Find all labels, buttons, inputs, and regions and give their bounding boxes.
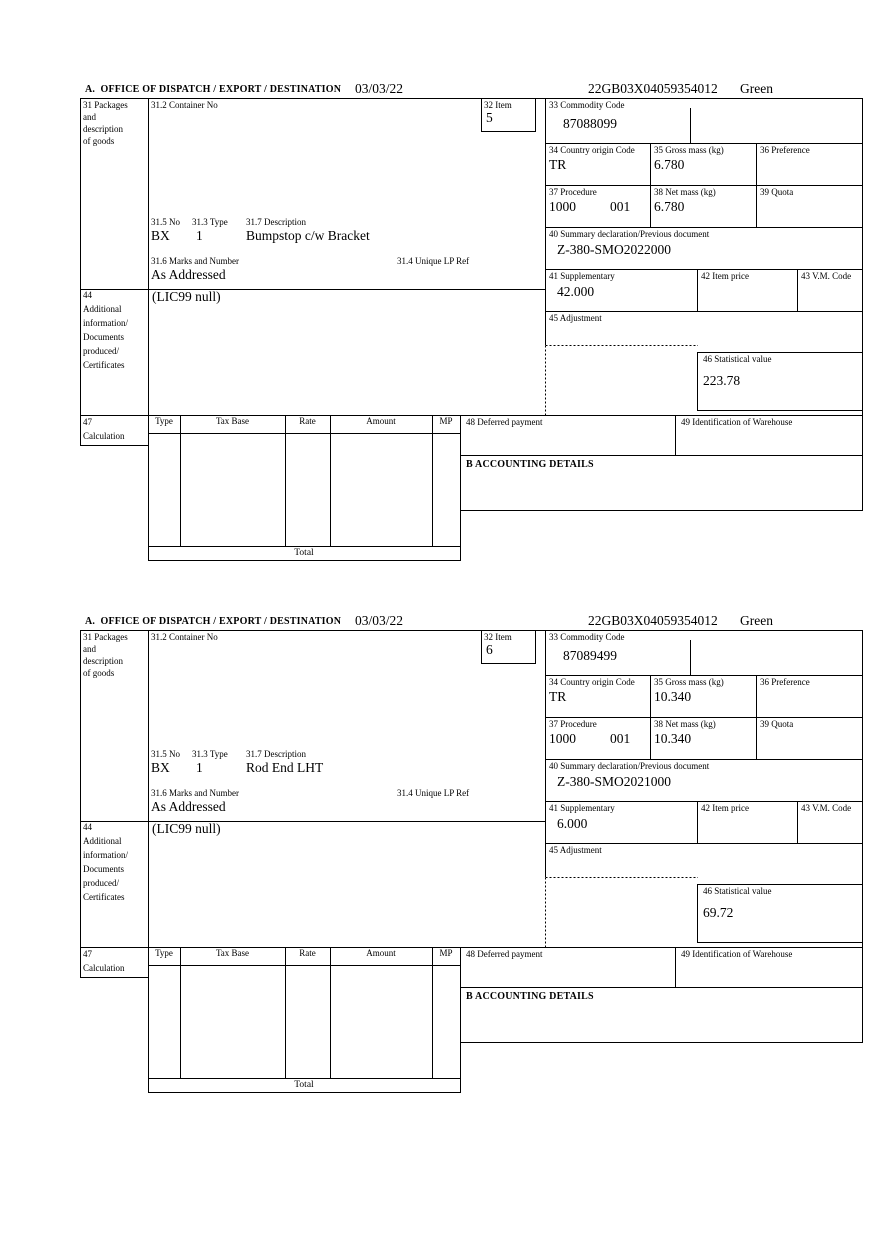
container-no-label: 31.2 Container No	[151, 100, 218, 110]
box44-label: 44	[83, 290, 92, 300]
tax-table-header-rate: Rate	[299, 416, 316, 426]
previous-document-value: Z-380-SMO2021000	[557, 774, 671, 789]
box47-label: Calculation	[83, 963, 125, 973]
preference-label: 36 Preference	[760, 145, 810, 155]
procedure-suffix-value: 001	[610, 199, 631, 214]
tax-table-header-rate: Rate	[299, 948, 316, 958]
office-of-dispatch-label: A. OFFICE OF DISPATCH / EXPORT / DESTINATION	[85, 616, 342, 627]
net-mass-value: 6.780	[654, 199, 685, 214]
box47-label: 47	[83, 417, 92, 427]
tax-table-header-taxbase: Tax Base	[215, 948, 250, 958]
package-code-value: BX	[151, 228, 170, 243]
item-price-label: 42 Item price	[701, 271, 749, 281]
item-number-label: 32 Item	[484, 100, 512, 110]
warehouse-id-label: 49 Identification of Warehouse	[681, 417, 793, 427]
declaration-item-block	[80, 80, 863, 561]
country-origin-value: TR	[549, 689, 567, 704]
commodity-code-label: 33 Commodity Code	[549, 100, 625, 110]
statistical-value-label: 46 Statistical value	[703, 886, 772, 896]
box44-label: Additional	[83, 304, 122, 314]
box44-label: Certificates	[83, 360, 125, 370]
additional-information-value: (LIC99 null)	[152, 289, 221, 304]
office-of-dispatch-label: A. OFFICE OF DISPATCH / EXPORT / DESTINATION	[85, 84, 342, 95]
routing-status: Green	[740, 613, 773, 628]
tax-table-header-amount: Amount	[366, 948, 396, 958]
adjustment-label: 45 Adjustment	[549, 313, 602, 323]
declaration-reference: 22GB03X04059354012	[588, 81, 718, 96]
accounting-details-label: B ACCOUNTING DETAILS	[466, 991, 594, 1002]
country-origin-label: 34 Country origin Code	[549, 677, 635, 687]
procedure-label: 37 Procedure	[549, 187, 597, 197]
procedure-value: 1000	[549, 731, 576, 746]
tax-table-header-mp: MP	[439, 948, 453, 958]
block-header	[80, 80, 863, 98]
supplementary-label: 41 Supplementary	[549, 803, 615, 813]
box44-label: Certificates	[83, 892, 125, 902]
box31-packages-label: and	[83, 644, 96, 654]
preference-label: 36 Preference	[760, 677, 810, 687]
package-type-label: 31.3 Type	[192, 217, 228, 227]
container-no-label: 31.2 Container No	[151, 632, 218, 642]
declaration-date: 03/03/22	[355, 81, 404, 96]
item-form	[80, 98, 863, 561]
marks-number-label: 31.6 Marks and Number	[151, 256, 239, 266]
box44-label: information/	[83, 850, 128, 860]
box44-label: 44	[83, 822, 92, 832]
package-code-value: BX	[151, 760, 170, 775]
package-no-label: 31.5 No	[151, 749, 180, 759]
gross-mass-label: 35 Gross mass (kg)	[654, 677, 724, 687]
accounting-details-label: B ACCOUNTING DETAILS	[466, 459, 594, 470]
box31-packages-label: 31 Packages	[83, 632, 128, 642]
country-origin-value: TR	[549, 157, 567, 172]
item-number-label: 32 Item	[484, 632, 512, 642]
net-mass-value: 10.340	[654, 731, 692, 746]
goods-description-value: Rod End LHT	[246, 760, 324, 775]
supplementary-value: 6.000	[557, 816, 588, 831]
tax-table-header-taxbase: Tax Base	[215, 416, 250, 426]
package-type-label: 31.3 Type	[192, 749, 228, 759]
goods-description-label: 31.7 Description	[246, 749, 306, 759]
item-number-value: 6	[486, 642, 493, 657]
supplementary-value: 42.000	[557, 284, 595, 299]
additional-information-value: (LIC99 null)	[152, 821, 221, 836]
deferred-payment-label: 48 Deferred payment	[466, 417, 543, 427]
box31-packages-label: and	[83, 112, 96, 122]
commodity-code-label: 33 Commodity Code	[549, 632, 625, 642]
tax-table-header-type: Type	[155, 948, 173, 958]
box47-label: 47	[83, 949, 92, 959]
marks-value: As Addressed	[151, 799, 226, 814]
previous-document-value: Z-380-SMO2022000	[557, 242, 671, 257]
statistical-value-label: 46 Statistical value	[703, 354, 772, 364]
procedure-suffix-value: 001	[610, 731, 631, 746]
net-mass-label: 38 Net mass (kg)	[654, 187, 716, 197]
box31-packages-label: of goods	[83, 668, 115, 678]
marks-value: As Addressed	[151, 267, 226, 282]
summary-declaration-label: 40 Summary declaration/Previous document	[549, 229, 710, 239]
item-form	[80, 630, 863, 1093]
box44-label: Documents	[83, 864, 124, 874]
box44-label: Additional	[83, 836, 122, 846]
block-header	[80, 612, 863, 630]
supplementary-label: 41 Supplementary	[549, 271, 615, 281]
goods-description-label: 31.7 Description	[246, 217, 306, 227]
gross-mass-value: 6.780	[654, 157, 685, 172]
procedure-value: 1000	[549, 199, 576, 214]
statistical-value: 223.78	[703, 373, 741, 388]
box31-packages-label: 31 Packages	[83, 100, 128, 110]
adjustment-label: 45 Adjustment	[549, 845, 602, 855]
form-grid-lines	[80, 630, 863, 1093]
gross-mass-label: 35 Gross mass (kg)	[654, 145, 724, 155]
tax-table-header-amount: Amount	[366, 416, 396, 426]
box44-label: produced/	[83, 346, 119, 356]
deferred-payment-label: 48 Deferred payment	[466, 949, 543, 959]
unique-lp-ref-label: 31.4 Unique LP Ref	[397, 788, 470, 798]
summary-declaration-label: 40 Summary declaration/Previous document	[549, 761, 710, 771]
tax-table-header-mp: MP	[439, 416, 453, 426]
routing-status: Green	[740, 81, 773, 96]
quota-label: 39 Quota	[760, 187, 794, 197]
box31-packages-label: description	[83, 124, 123, 134]
goods-description-value: Bumpstop c/w Bracket	[246, 228, 370, 243]
declaration-date: 03/03/22	[355, 613, 404, 628]
unique-lp-ref-label: 31.4 Unique LP Ref	[397, 256, 470, 266]
box44-label: produced/	[83, 878, 119, 888]
commodity-code-value: 87088099	[563, 116, 617, 131]
tax-table-total-label: Total	[294, 1080, 314, 1090]
box47-label: Calculation	[83, 431, 125, 441]
procedure-label: 37 Procedure	[549, 719, 597, 729]
vm-code-label: 43 V.M. Code	[801, 803, 852, 813]
commodity-code-value: 87089499	[563, 648, 617, 663]
package-type-value: 1	[196, 228, 203, 243]
box31-packages-label: of goods	[83, 136, 115, 146]
item-number-value: 5	[486, 110, 493, 125]
declaration-reference: 22GB03X04059354012	[588, 613, 718, 628]
tax-table-header-type: Type	[155, 416, 173, 426]
box31-packages-label: description	[83, 656, 123, 666]
statistical-value: 69.72	[703, 905, 734, 920]
net-mass-label: 38 Net mass (kg)	[654, 719, 716, 729]
box44-label: Documents	[83, 332, 124, 342]
tax-table-total-label: Total	[294, 548, 314, 558]
marks-number-label: 31.6 Marks and Number	[151, 788, 239, 798]
gross-mass-value: 10.340	[654, 689, 692, 704]
package-type-value: 1	[196, 760, 203, 775]
vm-code-label: 43 V.M. Code	[801, 271, 852, 281]
form-grid-lines	[80, 98, 863, 561]
package-no-label: 31.5 No	[151, 217, 180, 227]
country-origin-label: 34 Country origin Code	[549, 145, 635, 155]
quota-label: 39 Quota	[760, 719, 794, 729]
warehouse-id-label: 49 Identification of Warehouse	[681, 949, 793, 959]
box44-label: information/	[83, 318, 128, 328]
item-price-label: 42 Item price	[701, 803, 749, 813]
declaration-item-block	[80, 612, 863, 1093]
